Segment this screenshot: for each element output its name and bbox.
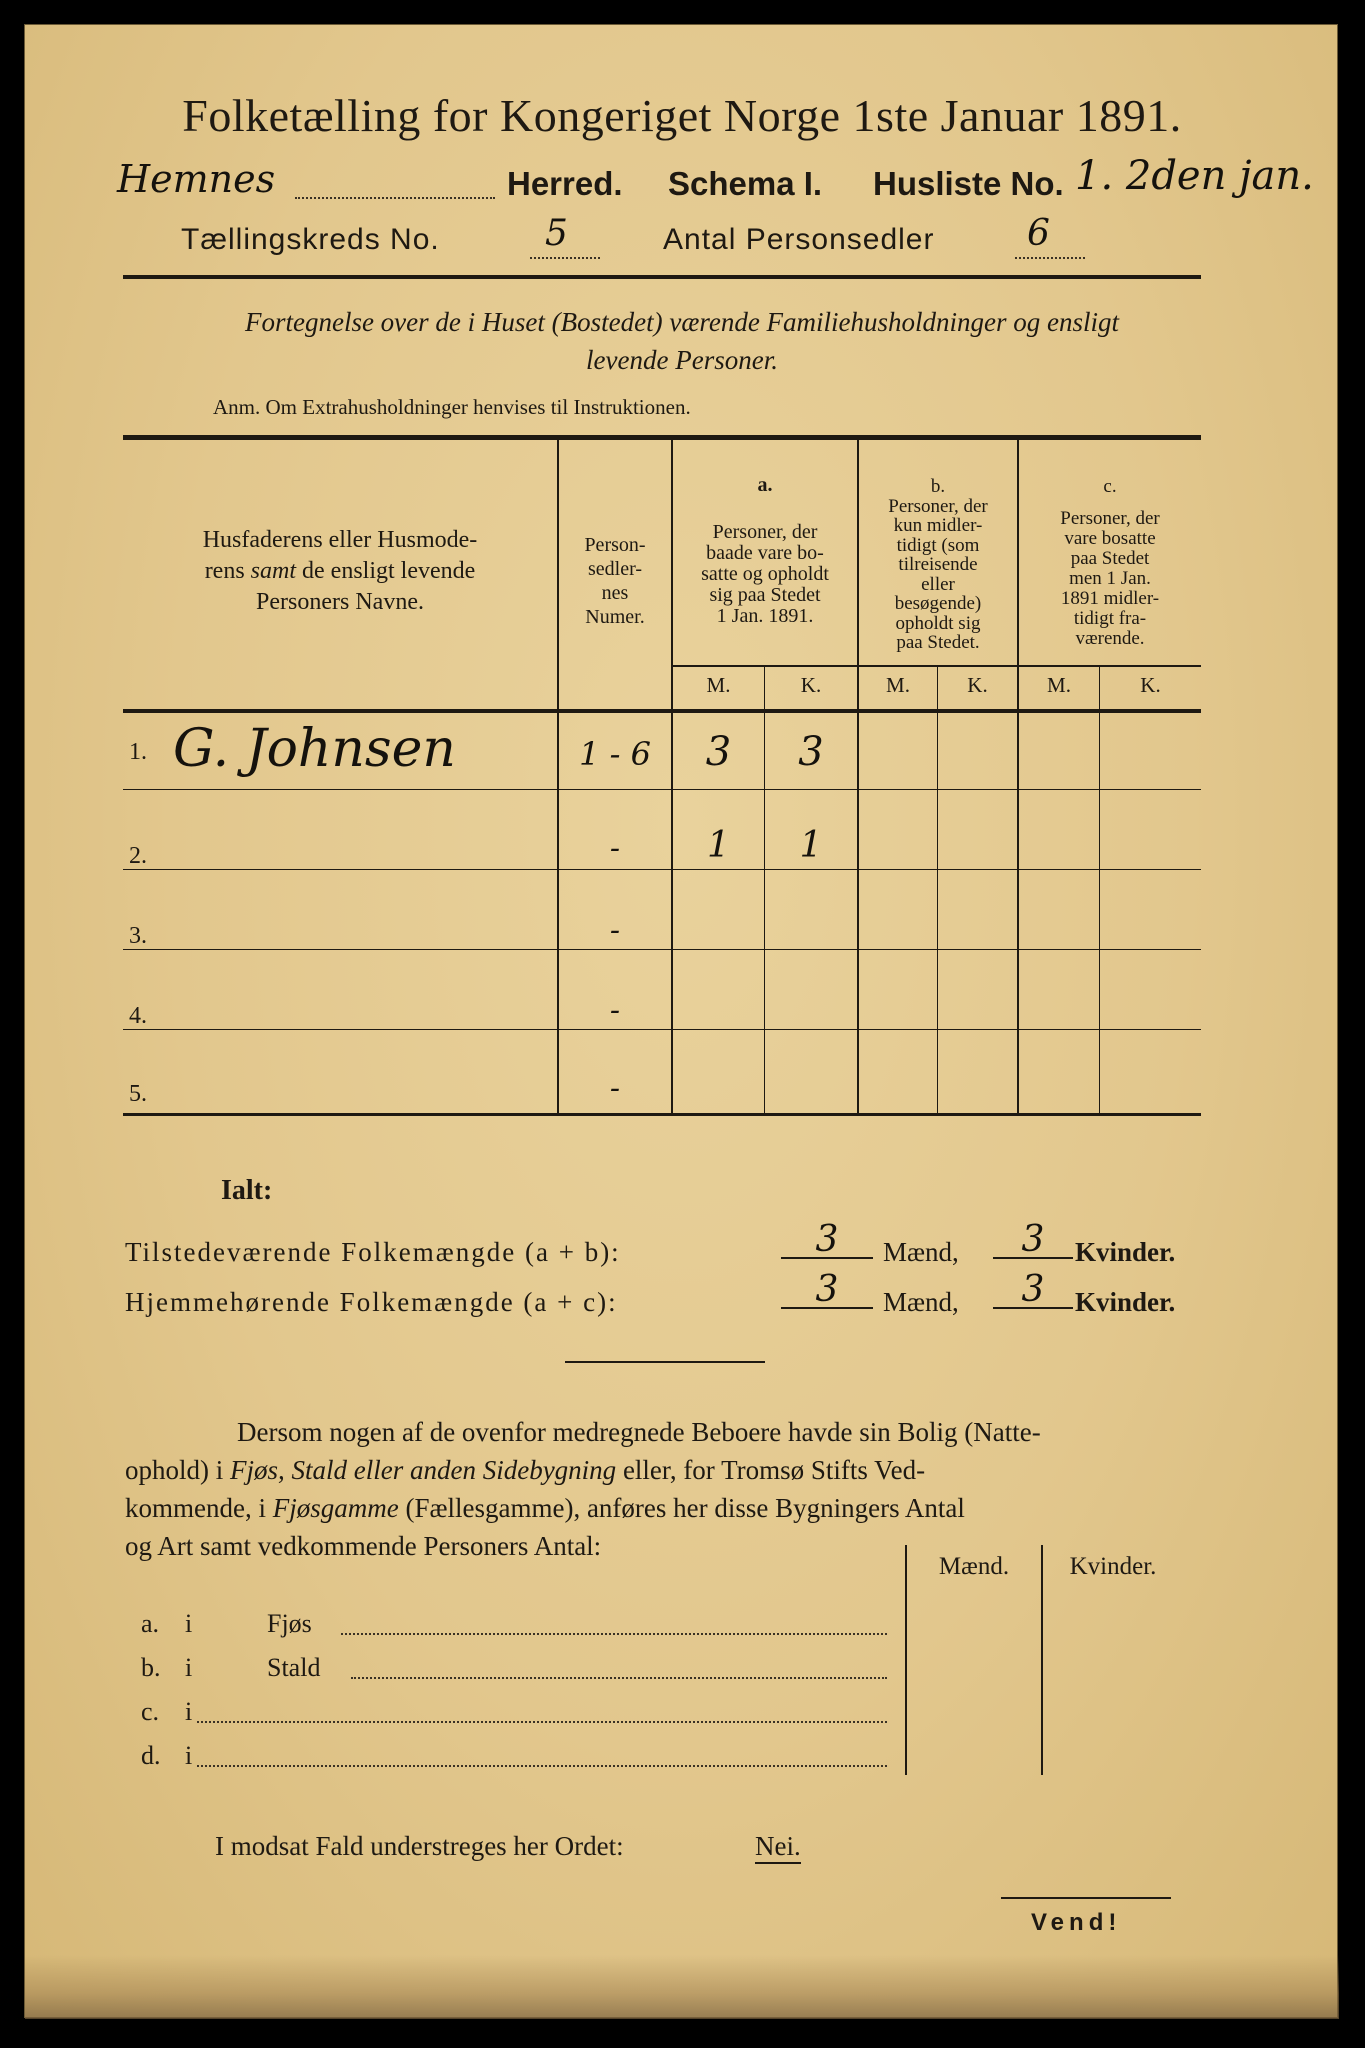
bolig-item-c (141, 1689, 901, 1729)
col-c-line-1: Personer, der (1060, 508, 1160, 529)
col-b-line-3: tidigt (som (896, 534, 980, 556)
bolig-line-2a: ophold) i (125, 1455, 230, 1485)
bolig-items (141, 1601, 901, 1781)
col-b-line-6: besøgende) (894, 593, 982, 614)
col-num-line-1: Person- (584, 534, 646, 556)
col-b-line-2: kun midler- (893, 515, 983, 536)
row-number: 4. (129, 1003, 147, 1029)
hjem-k-value: 3 (1021, 1269, 1045, 1310)
col-b-header (859, 477, 1017, 653)
col-names-header (123, 525, 557, 618)
a-m-label: M. (706, 673, 731, 697)
col-a-letter: a. (757, 474, 773, 496)
census-form-page (24, 24, 1338, 2018)
row-a-k: 1 (799, 825, 823, 866)
kreds-dotted-line (530, 257, 600, 259)
row-a-m: 3 (705, 729, 732, 775)
col-b-line-7: opholdt sig (895, 612, 981, 634)
tilst-m-value: 3 (815, 1219, 839, 1260)
col-names-line-2b: samt (250, 558, 297, 584)
col-b-line-5: eller (921, 573, 955, 595)
mk-header-rule (673, 665, 1201, 667)
bolig-item-letter: c. (141, 1697, 160, 1726)
row-num: - (609, 831, 621, 866)
husliste-label: Husliste No. (873, 165, 1064, 202)
col-c-letter: c. (1103, 476, 1117, 497)
col-a-line-4: sig paa Stedet (709, 584, 821, 606)
bolig-line-3c: (Fællesgamme), anføres her disse Bygningers Antal (398, 1493, 965, 1523)
vend-label: Vend! (1031, 1909, 1122, 1936)
col-names-line-2 (123, 556, 557, 587)
bolig-item-prep: i (185, 1609, 193, 1638)
col-a-line-5: 1 Jan. 1891. (716, 605, 814, 627)
col-names-line-3: Personers Navne. (256, 589, 424, 615)
bolig-line-4: og Art samt vedkommende Personers Antal: (125, 1531, 602, 1561)
totals-divider (565, 1361, 765, 1363)
bolig-line-2 (125, 1451, 1201, 1489)
row-a-m: 1 (707, 825, 730, 866)
intro-line-2: levende Personer. (586, 345, 778, 375)
col-c-line-5: 1891 midler- (1060, 588, 1160, 609)
col-b-line-4: tilreisende (898, 554, 978, 575)
header-rule (123, 275, 1201, 279)
bolig-col-maend: Mænd. (938, 1553, 1010, 1580)
table-row (123, 873, 1201, 951)
hjem-m-value: 3 (815, 1269, 839, 1310)
row-number: 5. (129, 1081, 147, 1107)
col-b-letter: b. (930, 476, 946, 497)
bolig-item-dotted-line (197, 1721, 887, 1723)
bolig-line-1: Dersom nogen af de ovenfor medregnede Beboere havde sin Bolig (Natte- (237, 1417, 1041, 1447)
col-c-line-4: men 1 Jan. (1069, 568, 1151, 589)
antal-label: Antal Personsedler (663, 223, 935, 256)
form-title: Folketælling for Kongeriget Norge 1ste Januar 1891. (182, 90, 1182, 141)
kreds-value: 5 (545, 213, 568, 254)
table-row (123, 953, 1201, 1031)
table-top-rule (123, 435, 1201, 440)
col-c-line-7: værende. (1075, 628, 1145, 649)
b-k-label: K. (967, 673, 988, 697)
ialt-label: Ialt: (221, 1175, 273, 1206)
tilst-kvinder: Kvinder. (1075, 1237, 1176, 1267)
b-m-label: M. (886, 673, 910, 697)
bolig-line-3b: Fjøsgamme (272, 1493, 399, 1523)
bolig-line-3 (125, 1489, 1201, 1527)
bolig-item-letter: b. (141, 1653, 161, 1682)
row-num: 1 - 6 (579, 735, 651, 773)
col-a-line-1: Personer, der (712, 521, 818, 543)
row-num: - (609, 993, 621, 1028)
bolig-item-name: Stald (267, 1653, 321, 1682)
bolig-line-2b: Fjøs, Stald eller anden Sidebygning (230, 1455, 617, 1485)
kreds-label: Tællingskreds No. (181, 223, 440, 256)
col-names-line-2c: de ensligt levende (296, 558, 476, 584)
col-num-line-3: nes (601, 582, 629, 604)
bolig-line-3a: kommende, i (125, 1493, 273, 1523)
bolig-line-2c: eller, for Tromsø Stifts Ved- (616, 1455, 926, 1485)
col-num-line-4: Numer. (585, 606, 645, 628)
row-number: 1. (129, 739, 147, 765)
bolig-item-name: Fjøs (267, 1609, 312, 1638)
col-names-line-1: Husfaderens eller Husmode- (202, 527, 478, 553)
table-row (123, 793, 1201, 871)
bolig-item-d (141, 1733, 901, 1773)
antal-dotted-line (1015, 257, 1085, 259)
bolig-item-dotted-line (341, 1633, 887, 1635)
row-number: 3. (129, 923, 147, 949)
col-a-line-3: satte og opholdt (701, 563, 829, 585)
col-c-header (1019, 477, 1201, 649)
col-c-line-3: paa Stedet (1070, 548, 1150, 569)
table-bottom-rule (123, 1113, 1201, 1116)
bolig-item-stald (141, 1645, 901, 1685)
antal-value: 6 (1027, 213, 1050, 254)
bolig-col-kvinder: Kvinder. (1069, 1553, 1157, 1580)
herred-value: Hemnes (117, 157, 276, 201)
bolig-item-letter: a. (141, 1609, 160, 1638)
col-c-line-6: tidigt fra- (1073, 608, 1147, 629)
hjem-kvinder: Kvinder. (1075, 1287, 1176, 1317)
hjem-label: Hjemmehørende Folkemængde (a + c): (125, 1287, 618, 1317)
c-k-label: K. (1140, 673, 1161, 697)
table-row (123, 1033, 1201, 1111)
col-a-line-2: baade vare bo- (706, 542, 824, 564)
table-row (123, 713, 1201, 791)
bolig-paragraph (125, 1413, 1201, 1565)
row-num: - (609, 913, 621, 948)
modsat-label: I modsat Fald understreges her Ordet: (215, 1831, 624, 1861)
intro-line-1: Fortegnelse over de i Huset (Bostedet) værende Familiehusholdninger og ensligt (244, 307, 1120, 337)
herred-dotted-line (295, 197, 495, 199)
col-num-line-2: sedler- (587, 558, 642, 580)
herred-field (115, 157, 535, 213)
bolig-item-dotted-line (197, 1765, 887, 1767)
a-k-label: K. (800, 673, 822, 697)
row-num: - (609, 1071, 621, 1106)
bolig-item-dotted-line (351, 1677, 887, 1679)
row-name: G. Johnsen (173, 719, 456, 779)
bolig-item-prep: i (185, 1653, 193, 1682)
col-names-line-2a: rens (204, 558, 251, 584)
bolig-item-letter: d. (141, 1741, 161, 1770)
tilst-label: Tilstedeværende Folkemængde (a + b): (125, 1237, 621, 1267)
row-number: 2. (129, 843, 147, 869)
col-b-line-1: Personer, der (888, 495, 988, 517)
col-c-line-2: vare bosatte (1064, 528, 1156, 549)
bolig-item-prep: i (185, 1741, 193, 1770)
c-m-label: M. (1047, 673, 1071, 697)
bolig-item-prep: i (185, 1697, 193, 1726)
modsat-word: Nei. (755, 1831, 801, 1864)
hjem-maend: Mænd, (883, 1287, 959, 1317)
row-a-k: 3 (798, 729, 824, 775)
col-a-header (673, 475, 857, 627)
col-b-line-8: paa Stedet. (896, 632, 980, 653)
tilst-k-value: 3 (1021, 1219, 1045, 1260)
col-num-header (559, 533, 671, 629)
herred-label: Herred. (507, 165, 623, 202)
anm-note: Anm. Om Extrahusholdninger henvises til Instruktionen. (213, 395, 691, 419)
paper-stain (25, 1955, 1339, 2019)
vend-rule (1001, 1897, 1171, 1899)
bolig-item-fjos (141, 1601, 901, 1641)
husliste-value: 1. 2den jan. (1075, 153, 1314, 199)
tilst-maend: Mænd, (883, 1237, 959, 1267)
schema-label: Schema I. (668, 165, 823, 202)
